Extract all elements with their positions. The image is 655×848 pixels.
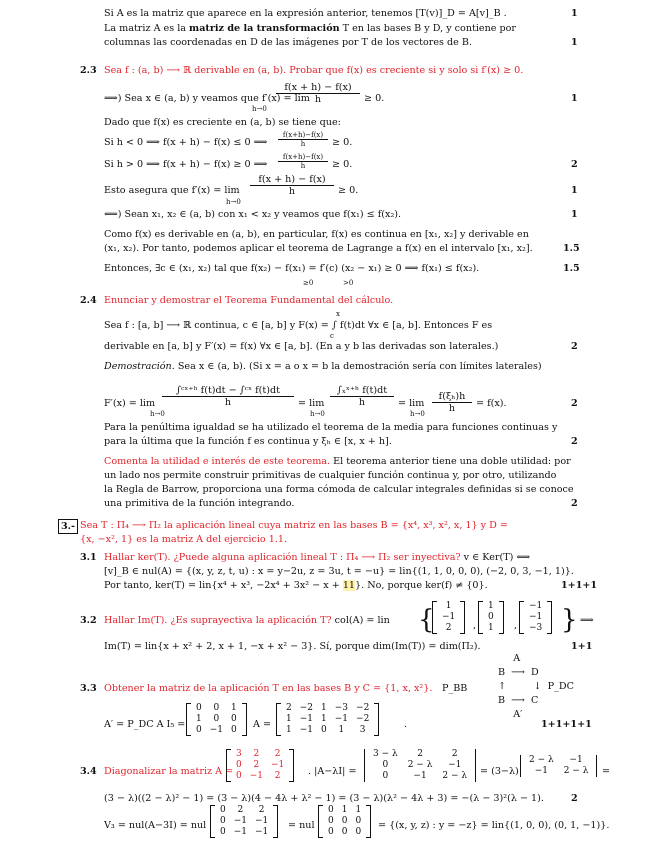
section-number: 2.3 bbox=[80, 65, 97, 76]
matrix-cell: 0 bbox=[355, 827, 362, 837]
section-number: 3.4 bbox=[80, 766, 97, 777]
matrix-cell: 0 bbox=[341, 816, 348, 826]
section-number: 2.4 bbox=[80, 295, 97, 306]
score: 1 bbox=[571, 185, 578, 196]
fraction bbox=[330, 385, 394, 408]
matrix-cell: 1 bbox=[231, 703, 237, 713]
score: 2 bbox=[571, 341, 578, 352]
text-line: una primitiva de la función integrando. bbox=[104, 498, 295, 509]
matrix-cell: −1 bbox=[569, 755, 583, 765]
exercise-statement: {x, −x², 1} es la matriz A del ejercicio 1.1. bbox=[80, 534, 288, 545]
column-vector bbox=[519, 601, 552, 634]
text-line: para la última que la función f es continua y ξₕ ∈ [x, x + h]. bbox=[104, 436, 392, 447]
score: 2 bbox=[571, 498, 578, 509]
underbrace-label: ≥0 bbox=[303, 279, 314, 287]
matrix-cell: 0 bbox=[328, 816, 334, 826]
text-line: columnas las coordenadas en D de las imágenes por T de los vectores de B. bbox=[104, 37, 472, 48]
matrix-cell: −3 bbox=[334, 703, 349, 713]
text: = lim bbox=[398, 398, 425, 409]
matrix-cell: −1 bbox=[233, 816, 248, 826]
matrix bbox=[210, 805, 278, 838]
numerator: f(x+h)−f(x) bbox=[282, 153, 324, 161]
text: v ∈ Ker(T) ⟺ bbox=[460, 552, 531, 563]
text: ≥ 0. bbox=[332, 137, 353, 148]
text-line: ⟹) Sea x ∈ (a, b) y veamos que f′(x) = lim bbox=[104, 93, 310, 104]
matrix-cell: 0 bbox=[382, 760, 389, 770]
exercise-statement: Sea T : Π₄ ⟶ Π₂ la aplicación lineal cuya matriz en las bases B = {x⁴, x³, x², x, 1} y D = bbox=[80, 520, 508, 531]
text: T en las bases B y D, y contiene por bbox=[339, 23, 517, 34]
right-brace: } bbox=[561, 605, 578, 635]
numerator: f(x + h) − f(x) bbox=[258, 174, 326, 185]
matrix-cell: 2 bbox=[237, 805, 244, 815]
score: 1 bbox=[571, 8, 578, 19]
numerator: ∫ₓˣ⁺ʰ f(t)dt bbox=[336, 385, 388, 396]
matrix bbox=[226, 749, 294, 782]
matrix-cell: 2 bbox=[258, 805, 265, 815]
text-line bbox=[104, 23, 516, 35]
vector-entry: −3 bbox=[529, 623, 543, 633]
separator: , bbox=[473, 620, 477, 631]
label: P_BB bbox=[442, 683, 468, 694]
text-line bbox=[104, 361, 542, 373]
text-line: Si A es la matriz que aparece en la expresión anterior, tenemos [T(v)]_D = A[v]_B . bbox=[104, 8, 507, 19]
text-line bbox=[104, 552, 530, 564]
exercise-number-box: 3.- bbox=[58, 519, 78, 534]
text-line: Si h > 0 ⟹ f(x + h) − f(x) ≥ 0 ⟹ bbox=[104, 159, 268, 170]
matrix-cell: 1 bbox=[338, 725, 345, 735]
text: = f(x). bbox=[476, 398, 507, 409]
question-title: Enunciar y demostrar el Teorema Fundamental del cálculo. bbox=[104, 295, 394, 306]
determinant bbox=[364, 749, 476, 782]
text-line: (x₁, x₂). Por tanto, podemos aplicar el teorema de Lagrange a f(x) en el intervalo [x₁, x₂]. bbox=[104, 243, 533, 254]
denominator: h bbox=[276, 93, 360, 105]
matrix-cell: 1 bbox=[341, 805, 348, 815]
limit-sub: h→0 bbox=[150, 410, 165, 418]
text: El teorema anterior tiene una doble utilidad: por bbox=[330, 456, 571, 467]
matrix-cell: −1 bbox=[233, 827, 248, 837]
question-title: Hallar ker(T). ¿Puede alguna aplicación lineal T : Π₄ ⟶ Π₂ ser inyectiva? bbox=[104, 552, 461, 563]
limit-sub: h→0 bbox=[226, 198, 241, 206]
matrix-cell: 0 bbox=[236, 771, 242, 781]
matrix-cell: 2 − λ bbox=[563, 766, 589, 776]
matrix-cell: 0 bbox=[328, 805, 334, 815]
question-title: Obtener la matriz de la aplicación T en las bases B y C = {1, x, x²}. bbox=[104, 683, 433, 694]
matrix-cell: 1 bbox=[196, 714, 202, 724]
implies-arrow: ⟹ bbox=[580, 615, 594, 626]
text: . bbox=[404, 719, 408, 730]
matrix-cell: 0 bbox=[213, 714, 220, 724]
matrix-cell: −1 bbox=[334, 714, 349, 724]
vector-entry: 2 bbox=[445, 623, 452, 633]
matrix-cell: 1 bbox=[286, 725, 292, 735]
matrix-cell: −1 bbox=[534, 766, 548, 776]
matrix-cell: −1 bbox=[255, 827, 269, 837]
text-line: derivable en [a, b] y F′(x) = f(x) ∀x ∈ [a, b]. (En a y b las derivadas son laterales.) bbox=[104, 341, 499, 352]
text-line: Im(T) = lin{x + x² + 2, x + 1, −x + x² − 3}. Sí, porque dim(Im(T)) = dim(Π₂). bbox=[104, 641, 481, 652]
matrix-cell: −1 bbox=[413, 771, 427, 781]
text-line: un lado nos permite construir primitivas de cualquier función continua y, por otro, utilizando bbox=[104, 470, 557, 481]
highlighted-number: 11 bbox=[342, 580, 356, 591]
text-line: Para la penúltima igualdad se ha utilizado el teorema de la media para funciones continuas y bbox=[104, 422, 558, 433]
vector-entry: 1 bbox=[488, 623, 494, 633]
text: Por tanto, ker(T) = lin{x⁴ + x³, −2x⁴ + 3x² − x + bbox=[104, 580, 343, 591]
denominator: h bbox=[278, 139, 328, 148]
text: = (3−λ) bbox=[480, 766, 519, 777]
matrix-cell: 1 bbox=[286, 714, 292, 724]
text: Sea x ∈ (a, b). (Si x = a o x = b la demostración sería con límites laterales) bbox=[174, 361, 542, 372]
question-title: Diagonalizar la matriz A = bbox=[104, 766, 234, 777]
question-title: Sea f : (a, b) ⟶ ℝ derivable en (a, b). Probar que f(x) es creciente si y solo si f′(x) ≥ 0. bbox=[104, 65, 524, 76]
matrix-cell: 0 bbox=[220, 827, 226, 837]
matrix-cell: 0 bbox=[196, 703, 202, 713]
fraction bbox=[278, 153, 328, 170]
text-line bbox=[104, 456, 571, 468]
matrix-cell: 2 bbox=[451, 749, 458, 759]
text-line: Esto asegura que f′(x) = lim bbox=[104, 185, 240, 196]
matrix-cell: 1 bbox=[321, 714, 327, 724]
text-line: (3 − λ)((2 − λ)² − 1) = (3 − λ)(4 − 4λ + λ² − 1) = (3 − λ)(λ² − 4λ + 3) = −(λ − 3)²(λ − 1). bbox=[104, 793, 544, 804]
text-line: = {(x, y, z) : y = −z} = lin{(1, 0, 0), (0, 1, −1)}. bbox=[378, 820, 610, 831]
text-line: ⟸) Sean x₁, x₂ ∈ (a, b) con x₁ < x₂ y veamos que f(x₁) ≤ f(x₂). bbox=[104, 209, 402, 220]
text: A′ = P_DC A I₅ = bbox=[104, 719, 186, 730]
text: V₃ = nul(A−3I) = nul bbox=[104, 820, 207, 831]
matrix-cell: 0 bbox=[321, 725, 327, 735]
vector-entry: −1 bbox=[442, 612, 456, 622]
matrix-cell: 0 bbox=[231, 714, 237, 724]
matrix-cell: 0 bbox=[341, 827, 348, 837]
fraction bbox=[432, 391, 472, 414]
matrix bbox=[318, 805, 371, 838]
matrix-cell: 0 bbox=[231, 725, 237, 735]
matrix-cell: −1 bbox=[299, 714, 314, 724]
determinant bbox=[520, 755, 597, 777]
matrix-cell: 0 bbox=[382, 771, 389, 781]
matrix-cell: −1 bbox=[299, 725, 314, 735]
text-line: la Regla de Barrow, proporciona una forma cómoda de calcular integrales definidas si se conoce bbox=[104, 484, 574, 495]
text: = nul bbox=[288, 820, 315, 831]
text: La matriz A es la bbox=[104, 23, 190, 34]
matrix-cell: 2 bbox=[253, 760, 260, 770]
text: F′(x) = lim bbox=[104, 398, 156, 409]
matrix-cell: 3 bbox=[359, 725, 366, 735]
denominator: h bbox=[162, 396, 294, 408]
numerator: f(x + h) − f(x) bbox=[284, 82, 352, 93]
score: 1 bbox=[571, 37, 578, 48]
matrix-cell: −2 bbox=[356, 703, 370, 713]
matrix-cell: 3 bbox=[236, 749, 242, 759]
matrix-cell: 2 bbox=[274, 749, 281, 759]
denominator: h bbox=[432, 402, 472, 414]
matrix-cell: 2 bbox=[417, 749, 423, 759]
column-vector bbox=[478, 601, 504, 634]
section-number: 3.1 bbox=[80, 552, 97, 563]
text-line: Sea f : [a, b] ⟶ ℝ continua, c ∈ [a, b] y F(x) = ∫ f(t)dt ∀x ∈ [a, b]. Entonces F es bbox=[104, 320, 493, 331]
vector-entry: 0 bbox=[488, 612, 494, 622]
score: 2 bbox=[571, 436, 578, 447]
matrix-cell: −1 bbox=[448, 760, 462, 770]
left-brace: { bbox=[418, 605, 435, 635]
section-number: 3.2 bbox=[80, 615, 97, 626]
text: ≥ 0. bbox=[338, 185, 359, 196]
fraction bbox=[276, 82, 360, 105]
numerator: f(ξₕ)h bbox=[438, 391, 466, 402]
text: = bbox=[602, 766, 611, 777]
matrix-cell: 0 bbox=[196, 725, 202, 735]
text-line bbox=[104, 580, 488, 592]
text: ≥ 0. bbox=[364, 93, 385, 104]
matrix-cell: 1 bbox=[355, 805, 362, 815]
matrix-cell: 2 bbox=[274, 771, 281, 781]
matrix-cell: 3 − λ bbox=[373, 749, 398, 759]
separator: , bbox=[514, 620, 518, 631]
fraction bbox=[250, 174, 334, 197]
matrix-cell: 2 − λ bbox=[407, 760, 433, 770]
score: 1.5 bbox=[563, 263, 580, 274]
text-line: Entonces, ∃c ∈ (x₁, x₂) tal que f(x₂) − f(x₁) = f′(c) (x₂ − x₁) ≥ 0 ⟹ f(x₁) ≤ f(x₂). bbox=[104, 263, 480, 274]
score: 1 bbox=[571, 93, 578, 104]
matrix-cell: 0 bbox=[236, 760, 242, 770]
text: A = bbox=[253, 719, 272, 730]
commutative-diagram: A B ⟶ D ↑ ↓ P_DC B ⟶ C A′ bbox=[498, 653, 574, 720]
limit-sub: h→0 bbox=[252, 105, 267, 113]
matrix-cell: 1 bbox=[321, 703, 327, 713]
score: 2 bbox=[571, 398, 578, 409]
score: 2 bbox=[571, 159, 578, 170]
matrix-cell: 0 bbox=[220, 805, 226, 815]
score: 1+1+1+1 bbox=[541, 719, 592, 730]
question-title: Hallar Im(T). ¿Es suprayectiva la aplicación T? bbox=[104, 615, 332, 626]
denominator: h bbox=[278, 161, 328, 170]
matrix-cell: −1 bbox=[209, 725, 224, 735]
score: 1 bbox=[571, 209, 578, 220]
text: ≥ 0. bbox=[332, 159, 353, 170]
section-number: 3.3 bbox=[80, 683, 97, 694]
matrix-cell: 2 bbox=[253, 749, 260, 759]
denominator: h bbox=[330, 396, 394, 408]
integral-lower: c bbox=[330, 332, 334, 340]
matrix-cell: 2 bbox=[286, 703, 292, 713]
bold-term: matriz de la transformación bbox=[189, 23, 340, 34]
matrix-cell: 0 bbox=[213, 703, 220, 713]
text: . |A−λI| = bbox=[308, 766, 357, 777]
text-line bbox=[104, 615, 390, 627]
denominator: h bbox=[250, 185, 334, 197]
column-vector bbox=[432, 601, 465, 634]
text-line: Dado que f(x) es creciente en (a, b) se tiene que: bbox=[104, 117, 341, 128]
matrix-cell: 2 − λ bbox=[442, 771, 468, 781]
matrix-cell: −1 bbox=[271, 760, 285, 770]
matrix-cell: 2 − λ bbox=[529, 755, 554, 765]
score: 1+1+1 bbox=[561, 580, 598, 591]
text-line: Si h < 0 ⟹ f(x + h) − f(x) ≤ 0 ⟹ bbox=[104, 137, 268, 148]
matrix bbox=[186, 703, 247, 736]
vector-entry: −1 bbox=[529, 601, 543, 611]
red-lead: Comenta la utilidad e interés de este teorema. bbox=[104, 456, 331, 467]
score: 1.5 bbox=[563, 243, 580, 254]
matrix-cell: 0 bbox=[355, 816, 362, 826]
matrix bbox=[276, 703, 379, 736]
fraction bbox=[162, 385, 294, 408]
vector-entry: −1 bbox=[529, 612, 543, 622]
score: 2 bbox=[571, 793, 578, 804]
underbrace-label: >0 bbox=[343, 279, 354, 287]
matrix-cell: 0 bbox=[328, 827, 334, 837]
matrix-cell: −1 bbox=[255, 816, 269, 826]
text-line: Como f(x) es derivable en (a, b), en particular, f(x) es continua en [x₁, x₂] y derivable en bbox=[104, 229, 529, 240]
matrix-cell: −2 bbox=[299, 703, 314, 713]
italic-term: Demostración. bbox=[104, 361, 175, 372]
limit-sub: h→0 bbox=[410, 410, 425, 418]
numerator: ∫ᶜˣ⁺ʰ f(t)dt − ∫ᶜˣ f(t)dt bbox=[176, 385, 280, 396]
text-line: [v]_B ∈ nul(A) = {(x, y, z, t, u) : x = y−2u, z = 3u, t = −u} = lin{(1, 1, 0, 0, 0), (−2, 0, 3, −1, 1)}. bbox=[104, 566, 574, 577]
matrix-cell: −2 bbox=[356, 714, 370, 724]
matrix-cell: 0 bbox=[220, 816, 226, 826]
vector-entry: 1 bbox=[445, 601, 452, 611]
integral-upper: x bbox=[336, 310, 340, 318]
matrix-cell: −1 bbox=[249, 771, 264, 781]
limit-sub: h→0 bbox=[310, 410, 325, 418]
text: col(A) = lin bbox=[331, 615, 390, 626]
score: 1+1 bbox=[571, 641, 593, 652]
text: = lim bbox=[298, 398, 325, 409]
vector-entry: 1 bbox=[488, 601, 494, 611]
text: }. No, porque ker(f) ≠ {0}. bbox=[355, 580, 488, 591]
fraction bbox=[278, 131, 328, 148]
numerator: f(x+h)−f(x) bbox=[282, 131, 324, 139]
